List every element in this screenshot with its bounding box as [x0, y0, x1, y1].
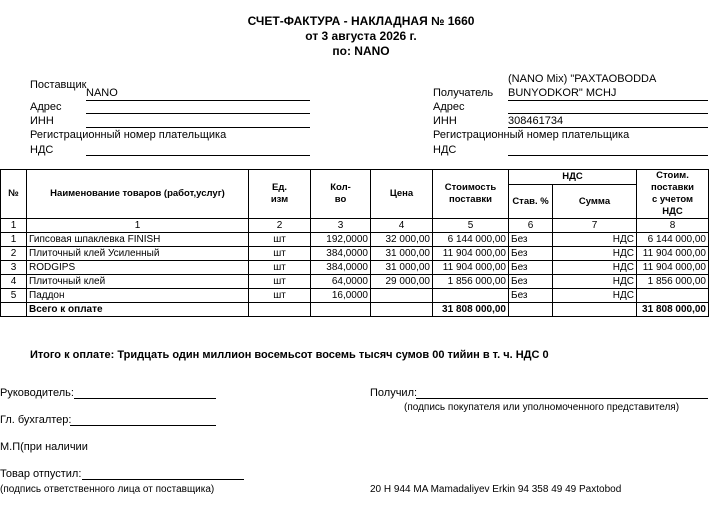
row-vat-rate: Без [509, 247, 553, 261]
received-label: Получил: [370, 387, 418, 399]
recipient-inn-value: 308461734 [508, 115, 564, 127]
received-signature-line [416, 398, 708, 399]
row-num: 1 [1, 233, 27, 247]
total-in-words: Итого к оплате: Тридцать один миллион восемьсот восемь тысяч сумов 00 тийин в т. ч. НДС 0 [30, 349, 549, 361]
row-num: 5 [1, 289, 27, 303]
row-unit: шт [249, 289, 311, 303]
recipient-value-line1: (NANO Mix) "PAXTAOBODDA [508, 73, 657, 85]
total-vat-sum-cell [553, 303, 637, 317]
supplier-inn-label: ИНН [30, 115, 54, 127]
table-row [1, 275, 709, 289]
total-qty-cell [311, 303, 371, 317]
supplier-vat-underline [86, 155, 310, 156]
row-num: 3 [1, 261, 27, 275]
col-number: 2 [249, 219, 311, 233]
row-unit: шт [249, 275, 311, 289]
header-qty: Кол- во [311, 170, 371, 219]
header-vat-rate: Став. % [509, 185, 553, 219]
supplier-value: NANO [86, 87, 118, 99]
total-label: Всего к оплате [27, 303, 249, 317]
total-unit-cell [249, 303, 311, 317]
row-qty: 384,0000 [311, 247, 371, 261]
director-label: Руководитель: [0, 387, 74, 399]
row-vat-rate: Без [509, 233, 553, 247]
supplier-vat-label: НДС [30, 144, 54, 156]
total-num-cell [1, 303, 27, 317]
table-total-row [1, 303, 709, 317]
row-unit: шт [249, 247, 311, 261]
recipient-vat-underline [508, 155, 708, 156]
row-name: Паддон [27, 289, 249, 303]
row-price: 31 000,00 [371, 247, 433, 261]
row-unit: шт [249, 261, 311, 275]
row-num: 4 [1, 275, 27, 289]
header-name: Наименование товаров (работ,услуг) [27, 170, 249, 219]
recipient-value-line2: BUNYODKOR" MCHJ [508, 87, 617, 99]
recipient-inn-label: ИНН [433, 115, 457, 127]
row-price: 29 000,00 [371, 275, 433, 289]
header-unit: Ед. изм [249, 170, 311, 219]
row-vat-sum: НДС [553, 275, 637, 289]
row-vat-rate: Без [509, 289, 553, 303]
row-price: 31 000,00 [371, 261, 433, 275]
row-qty: 384,0000 [311, 261, 371, 275]
released-signature-line [82, 479, 244, 480]
column-number-row [1, 219, 709, 233]
supplier-address-underline [86, 113, 310, 114]
recipient-address-underline [508, 113, 708, 114]
row-total: 1 856 000,00 [637, 275, 709, 289]
row-qty: 192,0000 [311, 233, 371, 247]
row-total: 6 144 000,00 [637, 233, 709, 247]
doc-date: от 3 августа 2026 г. [305, 29, 417, 43]
row-name: Плиточный клей Усиленный [27, 247, 249, 261]
recipient-underline [508, 100, 708, 101]
row-qty: 64,0000 [311, 275, 371, 289]
row-vat-sum: НДС [553, 289, 637, 303]
row-cost [433, 289, 509, 303]
header-cost: Стоимость поставки [433, 170, 509, 219]
doc-title: СЧЕТ-ФАКТУРА - НАКЛАДНАЯ № 1660 [247, 14, 475, 28]
row-unit: шт [249, 233, 311, 247]
accountant-signature-line [70, 425, 216, 426]
row-price: 32 000,00 [371, 233, 433, 247]
stamp-label: М.П(при наличии [0, 441, 88, 453]
invoice-table [0, 169, 709, 317]
col-number: 6 [509, 219, 553, 233]
row-total: 11 904 000,00 [637, 247, 709, 261]
header-vat-sum: Сумма [553, 185, 637, 219]
row-vat-rate: Без [509, 275, 553, 289]
row-total [637, 289, 709, 303]
col-number: 4 [371, 219, 433, 233]
table-row [1, 247, 709, 261]
col-number: 7 [553, 219, 637, 233]
supplier-underline [86, 100, 310, 101]
recipient-label: Получатель [433, 87, 494, 99]
row-price [371, 289, 433, 303]
supplier-label: Поставщик [30, 79, 87, 91]
received-note: (подпись покупателя или уполномоченного представителя) [404, 402, 680, 413]
recipient-vat-label: НДС [433, 144, 457, 156]
row-num: 2 [1, 247, 27, 261]
recipient-inn-underline [508, 127, 708, 128]
header-price: Цена [371, 170, 433, 219]
header-vat-group: НДС [509, 170, 637, 185]
director-signature-line [74, 398, 216, 399]
row-cost: 11 904 000,00 [433, 247, 509, 261]
released-label: Товар отпустил: [0, 468, 82, 480]
table-row [1, 233, 709, 247]
total-cost: 31 808 000,00 [433, 303, 509, 317]
row-name: RODGIPS [27, 261, 249, 275]
row-cost: 6 144 000,00 [433, 233, 509, 247]
col-number: 1 [1, 219, 27, 233]
col-number: 1 [27, 219, 249, 233]
row-vat-sum: НДС [553, 233, 637, 247]
header-total: Стоим. поставки с учетом НДС [637, 170, 709, 219]
col-number: 3 [311, 219, 371, 233]
total-vat-rate-cell [509, 303, 553, 317]
released-note: (подпись ответственного лица от поставщика) [0, 484, 215, 495]
table-header-row [1, 170, 709, 185]
row-name: Гипсовая шпаклевка FINISH [27, 233, 249, 247]
row-vat-sum: НДС [553, 261, 637, 275]
doc-basis: по: NANO [332, 44, 390, 58]
row-vat-rate: Без [509, 261, 553, 275]
row-qty: 16,0000 [311, 289, 371, 303]
total-price-cell [371, 303, 433, 317]
header-num: № [1, 170, 27, 219]
table-row [1, 289, 709, 303]
total-sum: 31 808 000,00 [637, 303, 709, 317]
col-number: 5 [433, 219, 509, 233]
supplier-inn-underline [86, 127, 310, 128]
col-number: 8 [637, 219, 709, 233]
supplier-reg-label: Регистрационный номер плательщика [30, 129, 227, 141]
table-row [1, 261, 709, 275]
recipient-address-label: Адрес [433, 101, 465, 113]
row-cost: 1 856 000,00 [433, 275, 509, 289]
row-cost: 11 904 000,00 [433, 261, 509, 275]
supplier-address-label: Адрес [30, 101, 62, 113]
recipient-reg-label: Регистрационный номер плательщика [433, 129, 630, 141]
driver-info: 20 H 944 MA Mamadaliyev Erkin 94 358 49 49 Paxtobod [370, 484, 622, 495]
row-total: 11 904 000,00 [637, 261, 709, 275]
row-name: Плиточный клей [27, 275, 249, 289]
row-vat-sum: НДС [553, 247, 637, 261]
accountant-label: Гл. бухгалтер: [0, 414, 72, 426]
